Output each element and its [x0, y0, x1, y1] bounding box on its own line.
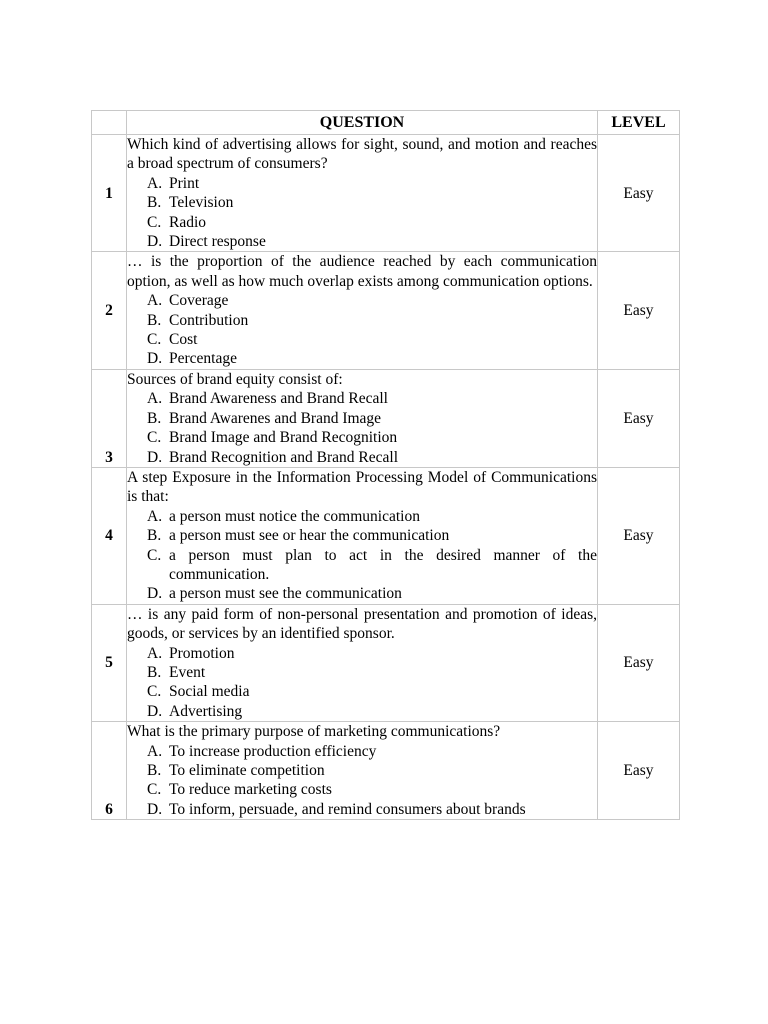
option-letter: B. — [147, 762, 162, 779]
option-item — [127, 428, 597, 447]
option-item — [127, 311, 597, 330]
option-list — [127, 507, 597, 604]
option-text: To eliminate competition — [169, 762, 325, 779]
option-text: Print — [169, 174, 200, 192]
option-item — [127, 174, 597, 193]
difficulty-level: Easy — [598, 369, 680, 467]
option-item — [127, 291, 597, 310]
question-stem: … is the proportion of the audience reached by each communication option, as well as how much overlap exists among communication options. — [127, 253, 597, 290]
difficulty-level: Easy — [598, 252, 680, 369]
option-text: Contribution — [169, 311, 249, 329]
header-question: QUESTION — [127, 111, 598, 135]
table-row — [92, 722, 680, 820]
header-row — [92, 111, 680, 135]
option-list — [127, 291, 597, 369]
option-letter: A. — [147, 644, 163, 662]
option-list — [127, 644, 597, 722]
option-text: Percentage — [169, 350, 237, 368]
option-text: Brand Image and Brand Recognition — [169, 429, 398, 447]
question-cell — [127, 252, 598, 369]
option-text: Social media — [169, 683, 250, 701]
option-text: a person must see the communication — [169, 585, 402, 603]
option-text: Brand Awareness and Brand Recall — [169, 390, 388, 408]
question-cell — [127, 722, 598, 820]
option-letter: D. — [147, 585, 163, 603]
table-row — [92, 369, 680, 467]
option-item — [127, 526, 597, 545]
option-item — [127, 349, 597, 368]
option-item — [127, 800, 597, 819]
question-stem: … is any paid form of non-personal presentation and promotion of ideas, goods, or services by an identified sponsor. — [127, 605, 597, 643]
option-list — [127, 174, 597, 252]
option-item — [127, 213, 597, 232]
option-list — [127, 742, 597, 820]
option-text: Promotion — [169, 644, 235, 662]
option-item — [127, 389, 597, 408]
option-text: Coverage — [169, 292, 229, 310]
option-text: Event — [169, 663, 206, 681]
option-item — [127, 448, 597, 467]
option-text: Brand Awarenes and Brand Image — [169, 409, 382, 427]
option-letter: B. — [147, 663, 162, 681]
option-item — [127, 742, 597, 761]
question-number: 1 — [92, 135, 127, 252]
table-row — [92, 135, 680, 252]
option-text: Advertising — [169, 702, 243, 720]
question-cell — [127, 135, 598, 252]
option-letter: A. — [147, 507, 163, 525]
question-number: 3 — [92, 369, 127, 467]
option-text: Direct response — [169, 233, 266, 251]
difficulty-level: Easy — [598, 722, 680, 820]
option-text: Radio — [169, 213, 207, 231]
option-item — [127, 330, 597, 349]
option-letter: D. — [147, 702, 163, 720]
option-item — [127, 761, 597, 780]
option-text: To increase production efficiency — [169, 742, 377, 760]
option-item — [127, 702, 597, 721]
option-letter: A. — [147, 742, 163, 760]
option-item — [127, 584, 597, 603]
table-row — [92, 252, 680, 369]
table-row — [92, 604, 680, 721]
difficulty-level: Easy — [598, 604, 680, 721]
option-letter: C. — [147, 429, 162, 447]
option-list — [127, 389, 597, 467]
option-letter: A. — [147, 174, 163, 192]
table-row — [92, 467, 680, 604]
option-text: To inform, persuade, and remind consumers about brands — [169, 800, 526, 818]
option-text: Television — [169, 194, 234, 212]
option-item — [127, 409, 597, 428]
option-item — [127, 507, 597, 526]
question-stem: Which kind of advertising allows for sight, sound, and motion and reaches a broad spectrum of consumers? — [127, 136, 597, 173]
option-item — [127, 682, 597, 701]
option-letter: A. — [147, 292, 163, 310]
option-text: a person must see or hear the communication — [169, 527, 450, 545]
option-letter: C. — [147, 213, 162, 231]
option-item — [127, 663, 597, 682]
option-letter: D. — [147, 448, 163, 466]
difficulty-level: Easy — [598, 135, 680, 252]
option-text: a person must notice the communication — [169, 507, 420, 525]
question-table — [91, 110, 680, 820]
option-text: Brand Recognition and Brand Recall — [169, 448, 398, 466]
option-letter: C. — [147, 781, 162, 799]
option-letter: B. — [147, 194, 162, 212]
question-cell — [127, 369, 598, 467]
question-stem: What is the primary purpose of marketing communications? — [127, 723, 501, 741]
question-stem: Sources of brand equity consist of: — [127, 370, 343, 388]
header-number-cell — [92, 111, 127, 135]
question-stem: A step Exposure in the Information Processing Model of Communications is that: — [127, 468, 597, 506]
option-letter: A. — [147, 390, 163, 408]
option-item — [127, 644, 597, 663]
option-letter: B. — [147, 311, 162, 329]
header-level: LEVEL — [598, 111, 680, 135]
option-item — [127, 780, 597, 799]
question-number: 6 — [92, 722, 127, 820]
option-letter: D. — [147, 233, 163, 251]
option-text: a person must plan to act in the desired manner of the communication. — [169, 546, 597, 583]
option-letter: D. — [147, 350, 163, 368]
option-item — [127, 232, 597, 251]
option-letter: C. — [147, 331, 162, 349]
option-item — [127, 193, 597, 212]
question-cell — [127, 467, 598, 604]
option-letter: D. — [147, 800, 163, 818]
option-letter: C. — [147, 546, 162, 564]
option-text: To reduce marketing costs — [169, 781, 332, 799]
question-number: 4 — [92, 467, 127, 604]
option-letter: B. — [147, 409, 162, 427]
option-letter: B. — [147, 527, 162, 545]
difficulty-level: Easy — [598, 467, 680, 604]
question-number: 5 — [92, 604, 127, 721]
question-number: 2 — [92, 252, 127, 369]
option-item — [127, 546, 597, 585]
question-cell — [127, 604, 598, 721]
option-text: Cost — [169, 331, 198, 349]
option-letter: C. — [147, 683, 162, 701]
